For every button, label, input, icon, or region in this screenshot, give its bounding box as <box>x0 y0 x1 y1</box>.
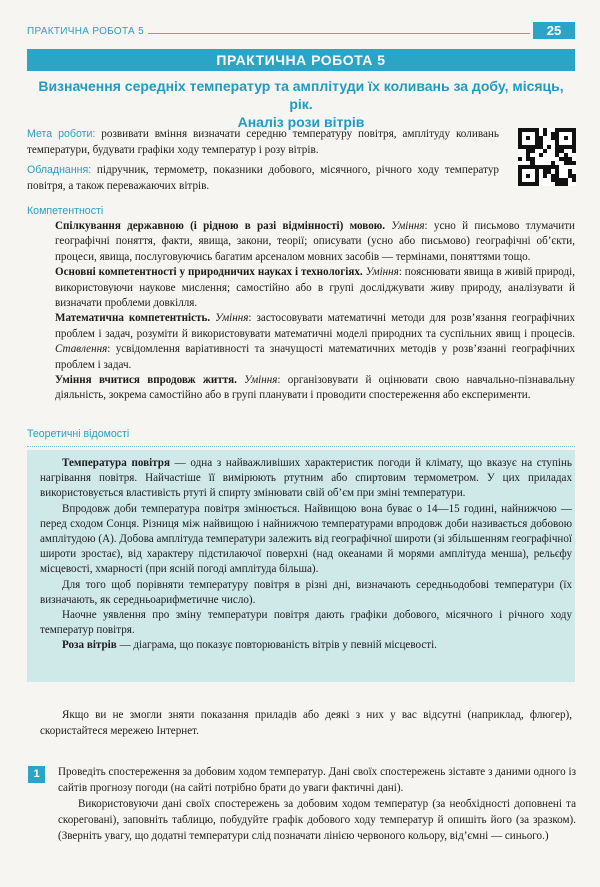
subtitle-line-2: Аналіз рози вітрів <box>237 114 365 130</box>
competency-item: Спілкування державною (і рідною в разі відмінності) мовою. Уміння: усно й письмово тлумачити географічні поняття, факти, явища, закони, теорії; описувати (усно або письмово) географічні об’єкти, процеси, явища, послуговуючись багатим арсеналом мовних засобів — термінами, поняттями тощо. <box>55 220 575 263</box>
task-paragraph: Проведіть спостереження за добовим ходом температур. Дані своїх спостережень зіставте з даними одного із сайтів прогнозу погоди (на сайті потрібно брати до уваги фактичні дані). <box>58 766 576 794</box>
goal-label: Мета роботи: <box>27 128 96 140</box>
goal-text: розвивати вміння визначати середню температуру повітря, амплітуду коливань температури, будувати графіки ходу температур і розу вітрів. <box>27 128 500 156</box>
equipment-text: підручник, термометр, показники добового, місячного, річного ходу температур повітря, а також переважаючих вітрів. <box>27 164 500 192</box>
theory-text <box>40 456 572 654</box>
task-number-badge: 1 <box>28 766 45 783</box>
equipment-block <box>27 163 499 194</box>
header-rule <box>148 33 530 34</box>
subtitle-line-1: Визначення середніх температур та амплітуди їх коливань за добу, місяць, рік. <box>38 78 564 112</box>
subtitle <box>27 77 575 131</box>
theory-paragraph: Впродовж доби температура повітря змінюється. Найвищою вона буває о 14—15 годині, найнижчою — перед сходом Сонця. Різниця між найвищою і найнижчою температурами впродовж доби називається добовою амплітудою (А). Добова амплітуда температури залежить від географічної широти (зі збільшенням географічної широти зростає), від характеру підстилаючої поверхні (над океанами й морями амплітуда менша), рельєфу місцевості, хмарності (при ясній погоді амплітуда більша). <box>40 502 572 576</box>
page-number: 25 <box>533 22 575 39</box>
theory-paragraph: Наочне уявлення про зміну температури повітря дають графіки добового, місячного і річного ходу температур повітря. <box>40 609 572 637</box>
running-header: ПРАКТИЧНА РОБОТА 5 <box>27 26 144 37</box>
divider <box>27 446 575 447</box>
task-text <box>58 764 576 844</box>
task-paragraph: Використовуючи дані своїх спостережень за добовим ходом температур (за необхідності доповнені та скореговані), заповніть таблицю, побудуйте графік добового ходу температур й опишіть його (за зразком). (Зверніть увагу, що додатні температури слід позначати лінією червоного кольору, від’ємні — синього.) <box>58 798 576 842</box>
theory-paragraph: Роза вітрів — діаграма, що показує повторюваність вітрів у певній місцевості. <box>62 639 437 652</box>
competency-item: Уміння вчитися впродовж життя. Уміння: організовувати й оцінювати свою навчально-пізнавальну діяльність, зокрема самостійно або в групі планувати і проводити спостереження або експерименти. <box>55 374 575 402</box>
theory-heading: Теоретичні відомості <box>27 428 130 440</box>
competencies-heading: Компетентності <box>27 205 104 217</box>
goal-block <box>27 127 499 158</box>
competency-item: Основні компетентності у природничих науках і технологіях. Уміння: пояснювати явища в живій природі, використовуючи наукове мислення; самостійно або в групі досліджувати живу природу, аналізувати й визначати проблеми довкілля. <box>55 266 575 310</box>
page-title: ПРАКТИЧНА РОБОТА 5 <box>27 49 575 71</box>
competencies-list <box>55 219 575 404</box>
competency-item: Математична компетентність. Уміння: застосовувати математичні методи для розв’язання географічних проблем і задач, розуміти й використовувати математичні моделі природних та суспільних явищ і процесів. Ставлення: усвідомлення варіативності та значущості математичних методів у розв’язанні географічних проблем і задач. <box>55 312 575 371</box>
qr-code-icon[interactable] <box>518 128 576 186</box>
theory-paragraph: Температура повітря — одна з найважливіших характеристик погоди й клімату, що вказує на ступінь нагрівання повітря. Найчастіше її вимірюють ртутним або спиртовим термометром. У цих приладах використовується властивість ртуті й спирту змінювати свій об’єм при зміні температури. <box>40 457 572 500</box>
internet-note: Якщо ви не змогли зняти показання приладів або деякі з них у вас відсутні (наприклад, флюгер), скористайтеся мережею Інтернет. <box>40 709 572 737</box>
qr-module <box>572 182 576 186</box>
equipment-label: Обладнання: <box>27 164 92 176</box>
theory-paragraph: Для того щоб порівняти температуру повітря в різні дні, визначають середньодобові температури (їх визначають, як середньоарифметичне число). <box>40 578 572 606</box>
